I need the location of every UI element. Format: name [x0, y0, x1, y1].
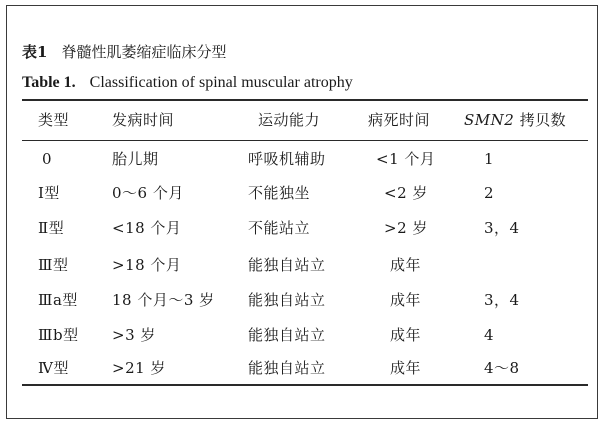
row-2-type: Ⅱ型 [38, 219, 65, 237]
row-1-motor: 不能独坐 [248, 184, 311, 202]
table-number-cn: 表1 [22, 43, 48, 61]
table-caption-chinese [22, 42, 226, 62]
row-6-type: Ⅳ型 [38, 359, 69, 377]
header-copy-number: 拷贝数 [519, 111, 567, 129]
row-3-motor: 能独自站立 [248, 256, 326, 274]
row-6-death: 成年 [390, 359, 422, 377]
row-4-motor: 能独自站立 [248, 291, 326, 309]
row-5-motor: 能独自站立 [248, 326, 326, 344]
row-4-onset: 18 个月～3 岁 [112, 291, 215, 309]
row-4-copies: 3，4 [484, 291, 520, 309]
row-2-motor: 不能站立 [248, 219, 311, 237]
row-2-copies: 3，4 [484, 219, 520, 237]
row-0-type: 0 [42, 150, 53, 168]
top-rule [22, 99, 588, 101]
row-0-onset: 胎儿期 [112, 150, 159, 168]
header-motor-ability: 运动能力 [258, 111, 321, 129]
row-6-copies: 4～8 [484, 359, 520, 377]
row-0-death: <1 个月 [376, 150, 436, 168]
header-smn2-copy-number [464, 110, 566, 130]
header-death-time: 病死时间 [368, 111, 431, 129]
table-frame [6, 5, 598, 419]
header-rule [22, 140, 588, 141]
row-3-onset: >18 个月 [112, 256, 182, 274]
header-type: 类型 [38, 111, 70, 129]
row-3-type: Ⅲ型 [38, 256, 69, 274]
row-5-type: Ⅲb型 [38, 326, 79, 344]
table-caption-english [22, 72, 353, 94]
row-1-type: Ⅰ型 [38, 184, 60, 202]
row-4-death: 成年 [390, 291, 422, 309]
table-number-en: Table 1. [22, 74, 76, 91]
row-3-death: 成年 [390, 256, 422, 274]
row-5-death: 成年 [390, 326, 422, 344]
row-5-copies: 4 [484, 326, 495, 344]
header-smn2: SMN2 [464, 111, 515, 129]
row-2-death: >2 岁 [384, 219, 428, 237]
header-onset: 发病时间 [112, 111, 175, 129]
row-1-death: <2 岁 [384, 184, 428, 202]
row-1-onset: 0～6 个月 [112, 184, 184, 202]
row-4-type: Ⅲa型 [38, 291, 78, 309]
row-0-copies: 1 [484, 150, 495, 168]
row-0-motor: 呼吸机辅助 [248, 150, 326, 168]
table-title-cn: 脊髓性肌萎缩症临床分型 [61, 43, 227, 61]
row-6-motor: 能独自站立 [248, 359, 326, 377]
row-5-onset: >3 岁 [112, 326, 156, 344]
row-2-onset: <18 个月 [112, 219, 182, 237]
row-1-copies: 2 [484, 184, 495, 202]
table-title-en: Classification of spinal muscular atrophy [89, 74, 353, 91]
bottom-rule [22, 384, 588, 386]
row-6-onset: >21 岁 [112, 359, 166, 377]
